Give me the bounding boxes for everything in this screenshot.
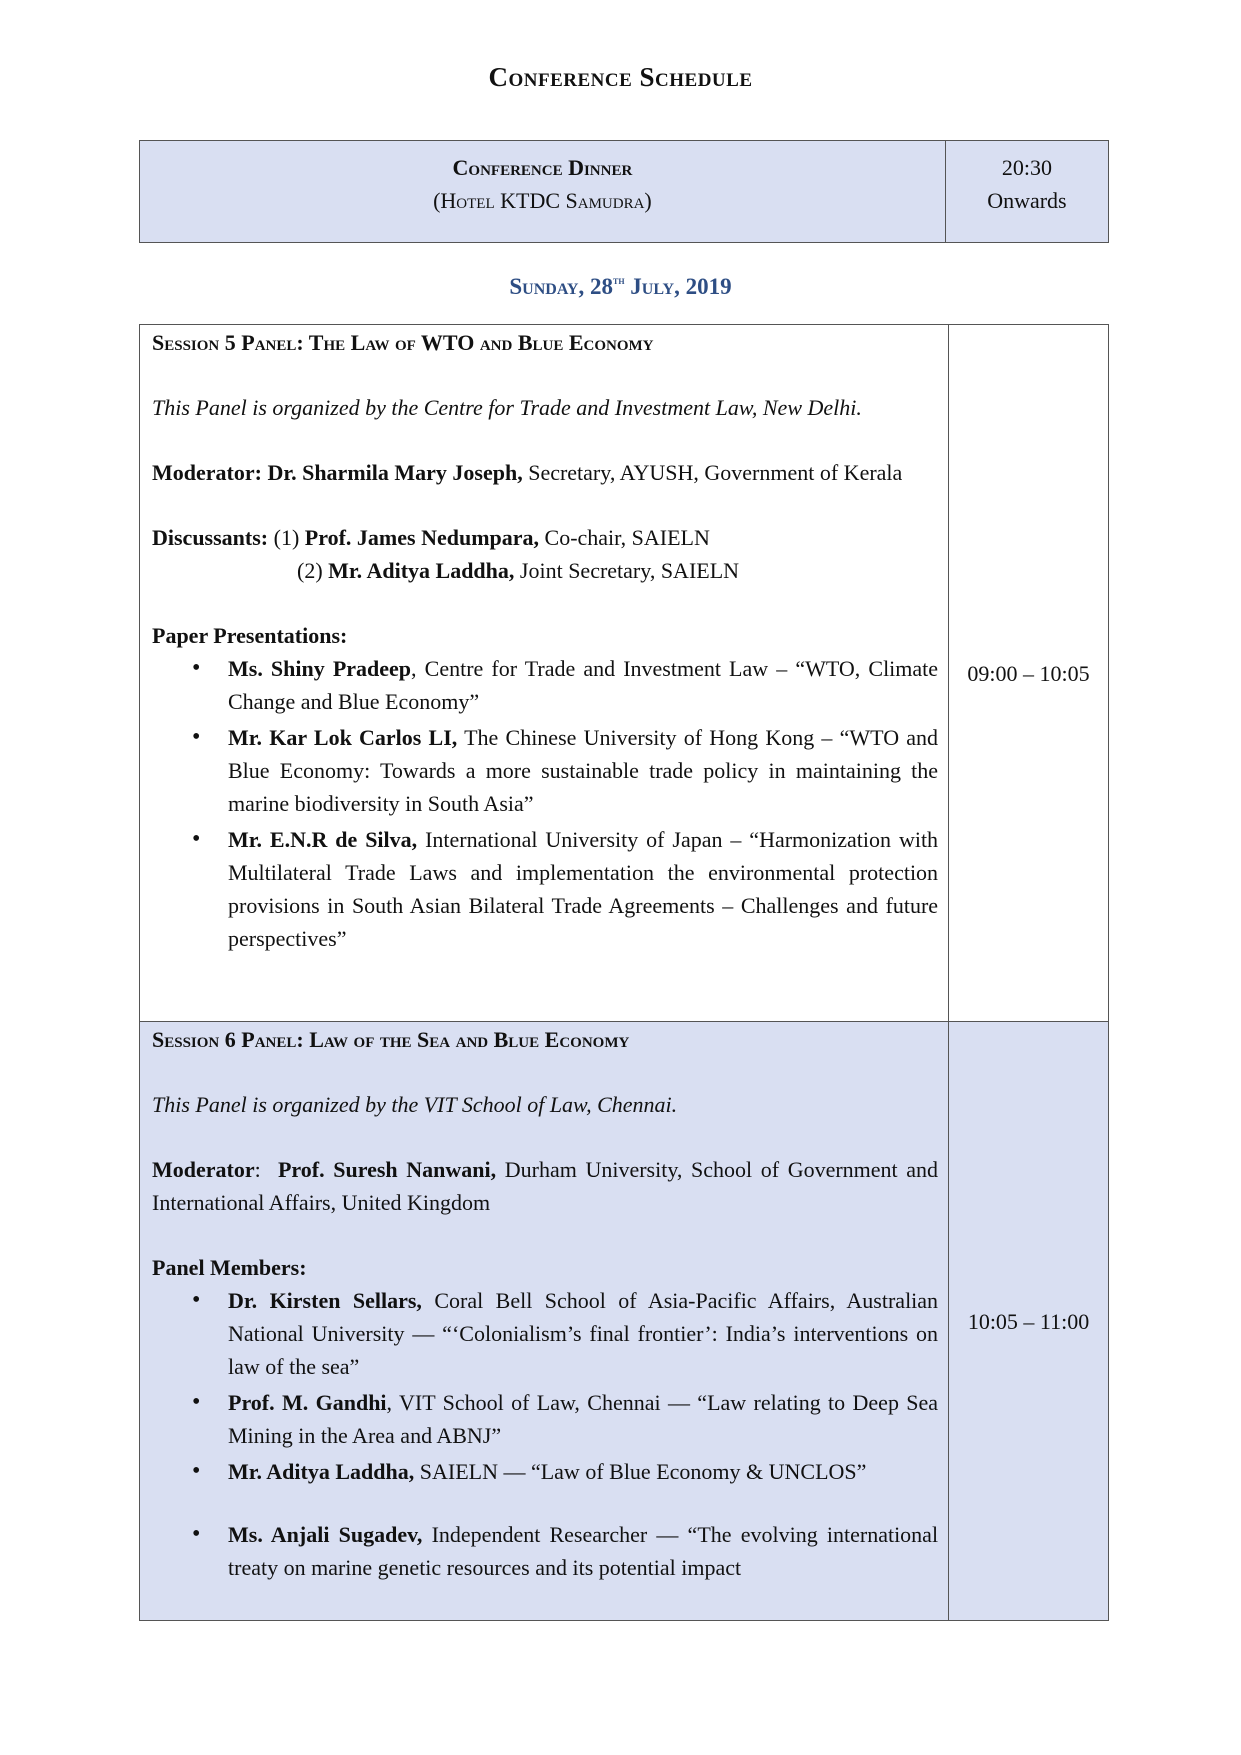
dinner-title: Conference Dinner (452, 155, 633, 180)
session-5-organizer: This Panel is organized by the Centre for Trade and Investment Law, New Delhi. (152, 395, 862, 420)
moderator-colon: : (254, 1157, 278, 1182)
dinner-venue: (Hotel KTDC Samudra) (433, 188, 652, 213)
session-5-details (140, 325, 949, 1022)
moderator-label: Moderator: Dr. Sharmila Mary Joseph, (152, 460, 523, 485)
dinner-time-cell (945, 141, 1108, 243)
session-6-row (140, 1022, 1109, 1621)
day-heading-suffix: July, 2019 (624, 274, 732, 299)
moderator-label: Moderator (152, 1157, 255, 1182)
sessions-table (139, 324, 1109, 1621)
member-description: Coral Bell School of Asia-Pacific Affairs, Australian National University — “‘Colonialism’s final frontier’: India’s interventions on law of the sea” (228, 1288, 939, 1379)
discussant-name: Mr. Aditya Laddha, (328, 558, 515, 583)
list-item (228, 1386, 938, 1452)
paper-list (152, 652, 938, 955)
paper-description: International University of Japan – “Harmonization with Multilateral Trade Laws and implementation the environmental protection provisions in South Asian Bilateral Trade Agreements – Challenges and future perspectives” (228, 827, 939, 951)
page-title: Conference Schedule (488, 62, 753, 92)
paper-description: The Chinese University of Hong Kong – “WTO and Blue Economy: Towards a more sustainable trade policy in maintaining the marine biodiversity in South Asia” (228, 725, 939, 816)
day-heading (0, 273, 1241, 300)
session-5-time-cell (949, 325, 1109, 1022)
dinner-row (140, 141, 1109, 243)
member-description: Independent Researcher — “The evolving international treaty on marine genetic resources and its potential impact (228, 1522, 939, 1580)
session-5-time: 09:00 – 10:05 (967, 660, 1090, 686)
session-6-time: 10:05 – 11:00 (967, 1308, 1090, 1334)
list-item (228, 1455, 938, 1488)
session-5-row (140, 325, 1109, 1022)
panel-member-list (152, 1284, 938, 1584)
presenter-name: Ms. Shiny Pradeep (228, 656, 412, 681)
session-5-title: Session 5 Panel: The Law of WTO and Blue Economy (152, 330, 654, 355)
session-6-title: Session 6 Panel: Law of the Sea and Blue Economy (152, 1027, 630, 1052)
session-5-discussant-1 (152, 521, 938, 554)
member-name: Mr. Aditya Laddha, (228, 1459, 415, 1484)
discussant-affiliation: Co-chair, SAIELN (539, 525, 710, 550)
session-5-discussant-2 (152, 554, 938, 587)
panel-members-label: Panel Members: (152, 1255, 307, 1280)
paper-presentations-label: Paper Presentations: (152, 623, 348, 648)
member-description: , VIT School of Law, Chennai — “Law relating to Deep Sea Mining in the Area and ABNJ” (228, 1390, 939, 1448)
list-item (228, 1284, 938, 1383)
discussant-affiliation: Joint Secretary, SAIELN (514, 558, 740, 583)
session-6-details (140, 1022, 949, 1621)
session-6-moderator (152, 1153, 938, 1219)
member-name: Prof. M. Gandhi (228, 1390, 387, 1415)
member-name: Ms. Anjali Sugadev, (228, 1522, 423, 1547)
moderator-name: Prof. Suresh Nanwani, (277, 1157, 497, 1182)
discussant-name: Prof. James Nedumpara, (304, 525, 540, 550)
presenter-name: Mr. E.N.R de Silva, (228, 827, 418, 852)
session-6-organizer: This Panel is organized by the VIT School of Law, Chennai. (152, 1092, 678, 1117)
paper-description: , Centre for Trade and Investment Law – “WTO, Climate Change and Blue Economy” (228, 656, 939, 714)
dinner-time-onwards: Onwards (987, 188, 1067, 213)
list-item (228, 1518, 938, 1584)
presenter-name: Mr. Kar Lok Carlos LI, (228, 725, 458, 750)
moderator-affiliation: Durham University, School of Government and International Affairs, United Kingdom (152, 1157, 939, 1215)
discussant-number: (2) (297, 558, 329, 583)
list-item (228, 652, 938, 718)
list-item (228, 823, 938, 955)
day-heading-prefix: Sunday, 28 (509, 274, 613, 299)
discussants-label: Discussants: (152, 525, 269, 550)
session-6-time-cell (949, 1022, 1109, 1621)
dinner-info-cell (140, 141, 946, 243)
moderator-affiliation: Secretary, AYUSH, Government of Kerala (522, 460, 903, 485)
dinner-time: 20:30 (1001, 155, 1052, 180)
session-5-moderator (152, 456, 938, 489)
dinner-table (139, 140, 1109, 243)
discussant-number: (1) (268, 525, 305, 550)
list-item (228, 721, 938, 820)
member-description: SAIELN — “Law of Blue Economy & UNCLOS” (414, 1459, 867, 1484)
member-name: Dr. Kirsten Sellars, (228, 1288, 422, 1313)
day-heading-sup: th (612, 273, 625, 287)
